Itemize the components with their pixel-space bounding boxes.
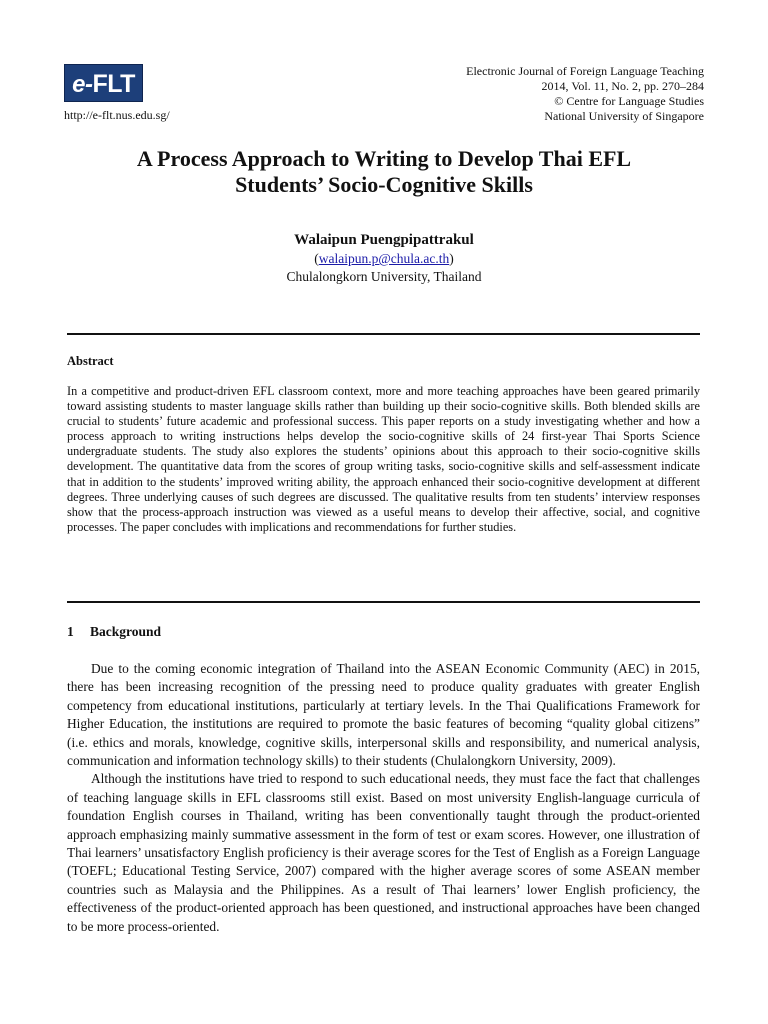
section-number: 1 [67,624,74,639]
section-body [67,660,700,936]
divider-bottom [67,601,700,603]
abstract-heading: Abstract [67,354,114,368]
abstract-text: In a competitive and product-driven EFL classroom context, more and more teaching approaches have been geared primarily toward assisting students to master language skills rather than building up their socio-cognitive skills. Both blended skills are crucial to students’ future academic and professional success. This paper reports on a study investigating whether and how a process approach to writing instructions helps develop the socio-cognitive skills of 24 first-year Thai Sports Science undergraduate students. The study also explores the students’ opinions about this approach to their socio-cognitive skills development. The quantitative data from the scores of group writing tasks, socio-cognitive skills and self-assessment indicate that in addition to the students’ improved writing ability, the approach enhanced their socio-cognitive development at different degrees. Three underlying causes of such degrees are discussed. The qualitative results from ten students’ interview responses show that the process-approach instruction was viewed as a useful means to develop their affective, social, and cognitive processes. The paper concludes with implications and recommendations for further studies. [67,384,700,534]
divider-top [67,333,700,335]
paper-title-line-1: A Process Approach to Writing to Develop Thai EFL [136,146,632,171]
journal-volume: 2014, Vol. 11, No. 2, pp. 270–284 [541,79,704,93]
body-paragraph: Although the institutions have tried to respond to such educational needs, they must face the fact that challenges of teaching language skills in EFL classrooms still exist. Based on most university English-language curricula of foundation English courses in Thailand, writing has been conventionally taught through the product-oriented approach emphasizing mainly summative assessment in the form of test or exam scores. However, one illustration of Thai learners’ unsatisfactory English proficiency is their average scores for the Test of English as a Foreign Language (TOEFL; Educational Testing Service, 2007) compared with the higher average scores of some ASEAN member countries such as Malaysia and the Philippines. As a result of Thai learners’ lower English proficiency, the effectiveness of the product-oriented approach has been questioned, and instructional approaches have been changed to be more process-oriented. [67,771,700,934]
section-heading [67,624,161,640]
paper-title [64,146,704,198]
logo-prefix: e- [72,71,93,98]
section-title: Background [90,624,162,639]
author-email-line [64,250,704,267]
journal-logo [64,64,143,102]
journal-copyright: © Centre for Language Studies [554,94,704,108]
email-open-paren: ( [314,251,319,266]
author-email-link[interactable]: walaipun.p@chula.ac.th [318,251,450,266]
author-affiliation: Chulalongkorn University, Thailand [286,269,482,284]
logo-text [65,65,142,101]
logo-main: FLT [92,70,135,98]
email-close-paren: ) [449,251,454,266]
journal-publisher: National University of Singapore [544,109,704,123]
site-url[interactable]: http://e-flt.nus.edu.sg/ [64,108,170,122]
journal-name: Electronic Journal of Foreign Language Teaching [466,64,704,78]
journal-info [466,64,704,124]
body-paragraph: Due to the coming economic integration of Thailand into the ASEAN Economic Community (AEC) in 2015, there has been increasing recognition of the pressing need to produce quality graduates with greater English competency from educational institutions, particularly at tertiary levels. In the Thai Qualifications Framework for Higher Education, the institutions are required to promote the basic features of becoming “quality global citizens” (i.e. ethics and morals, knowledge, cognitive skills, interpersonal skills and responsibility, and numerical analysis, communication and information technology skills) to their students (Chulalongkorn University, 2009). [67,661,700,769]
paper-title-line-2: Students’ Socio-Cognitive Skills [235,172,533,197]
author-name: Walaipun Puengpipattrakul [294,232,474,248]
